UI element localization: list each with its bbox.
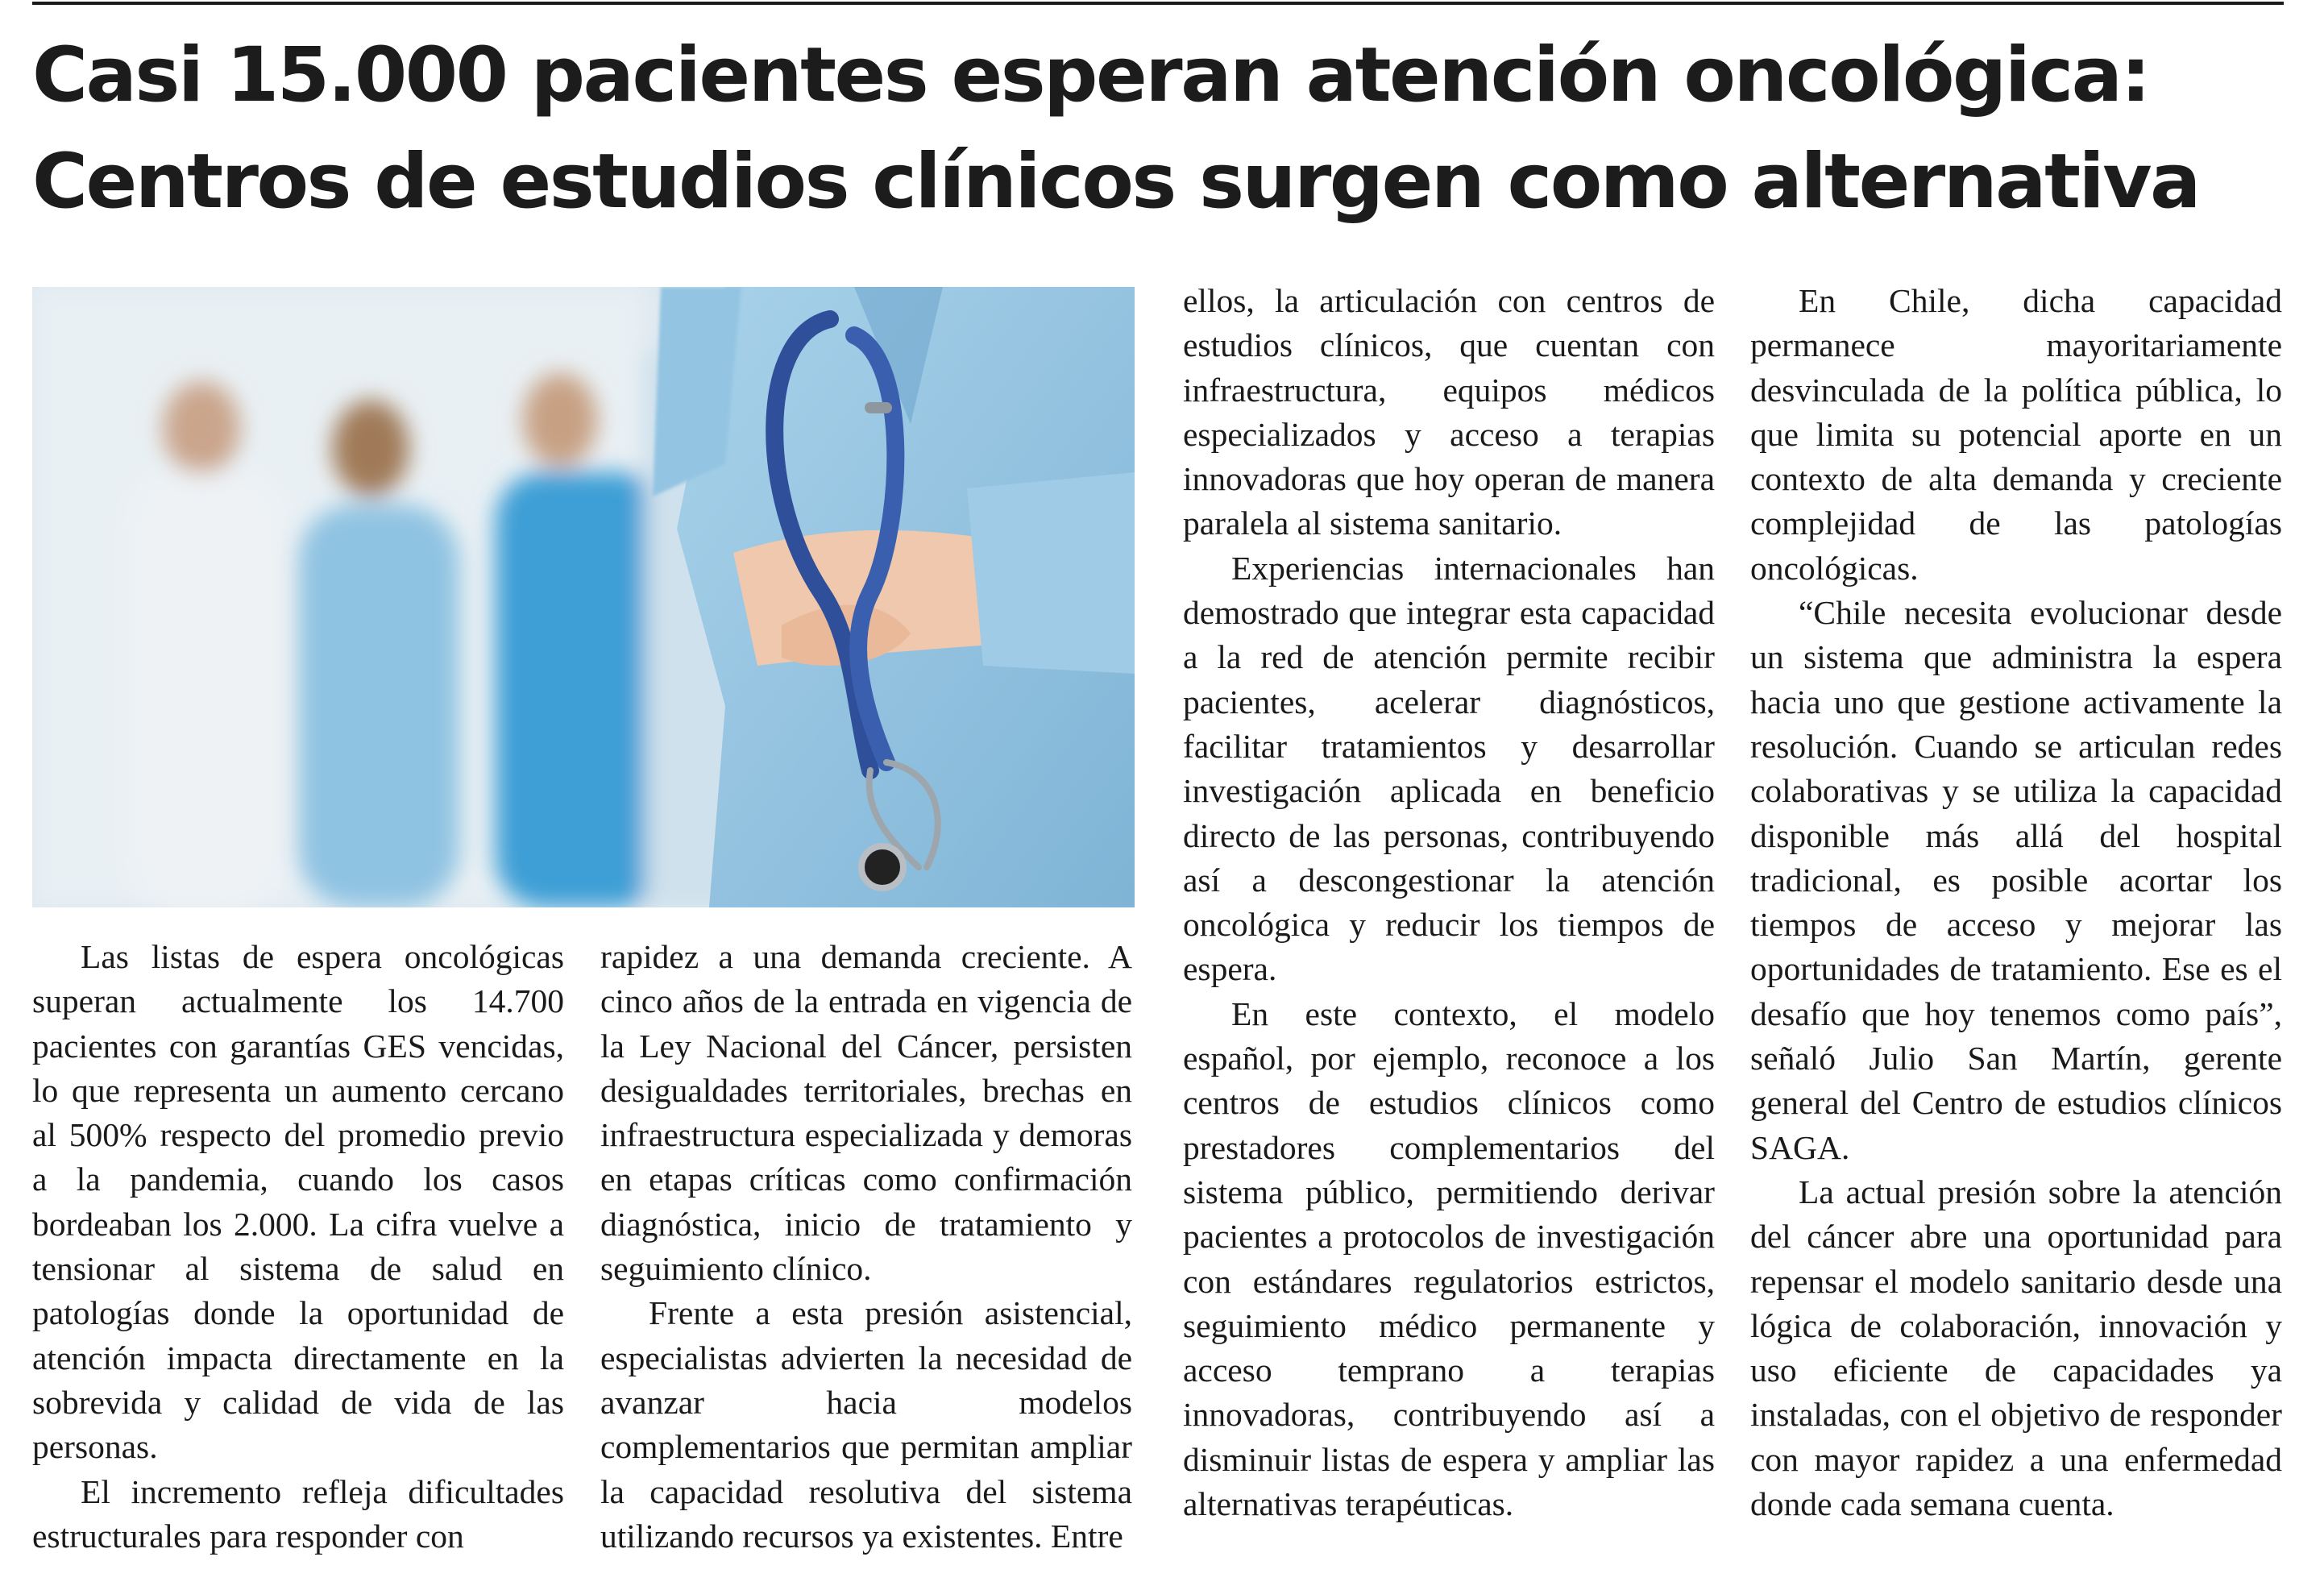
paragraph: En Chile, dicha capacidad permanece mayoritariamente desvinculada de la política pública, lo que limita su potencial aporte en un contexto de alta demanda y creciente complejidad de las patologías oncológicas.: [1750, 282, 2282, 587]
top-rule: [32, 2, 2284, 5]
headline-line-2: Centros de estudios clínicos surgen como alternativa: [32, 138, 2199, 226]
paragraph: ellos, la articulación con centros de estudios clínicos, que cuentan con infraestructura, equipos médicos especializados y acceso a terapias innovadoras que hoy operan de manera paralela al sistema sanitario.: [1183, 282, 1715, 542]
paragraph: La actual presión sobre la atención del cáncer abre una oportunidad para repensar el modelo sanitario desde una lógica de colaboración, innovación y uso eficiente de capacidades ya instaladas, con el objetivo de responder con mayor rapidez a una enfermedad donde cada semana cuenta.: [1750, 1173, 2282, 1523]
article-column-4: [1750, 279, 2282, 1526]
article-column-1: [32, 935, 564, 1559]
paragraph: En este contexto, el modelo español, por ejemplo, reconoce a los centros de estudios clínicos como prestadores complementarios del sistema público, permitiendo derivar pacientes a protocolos de investigación con estándares regulatorios estrictos, seguimiento médico permanente y acceso temprano a terapias innovadoras, contribuyendo así a disminuir listas de espera y ampliar las alternativas terapéuticas.: [1183, 994, 1715, 1523]
article-column-2: [600, 935, 1132, 1559]
article-column-3: [1183, 279, 1715, 1526]
article-photo: [32, 287, 1135, 907]
headline: [32, 23, 2289, 235]
medical-staff-photo: [32, 287, 1135, 907]
paragraph: El incremento refleja dificultades estructurales para responder con: [32, 1472, 564, 1555]
paragraph: Experiencias internacionales han demostrado que integrar esta capacidad a la red de atención permite recibir pacientes, acelerar diagnósticos, facilitar tratamientos y desarrollar investigación aplicada en beneficio directo de las personas, contribuyendo así a descongestionar la atención oncológica y reducir los tiempos de espera.: [1183, 549, 1715, 988]
paragraph: Las listas de espera oncológicas superan actualmente los 14.700 pacientes con garantías GES vencidas, lo que representa un aumento cercano al 500% respecto del promedio previo a la pandemia, cuando los casos bordeaban los 2.000. La cifra vuelve a tensionar al sistema de salud en patologías donde la oportunidad de atención impacta directamente en la sobrevida y calidad de vida de las personas.: [32, 938, 564, 1466]
paragraph: Frente a esta presión asistencial, especialistas advierten la necesidad de avanzar hacia modelos complementarios que permitan ampliar la capacidad resolutiva del sistema utilizando recursos ya existentes. Entre: [600, 1294, 1132, 1555]
paragraph: “Chile necesita evolucionar desde un sistema que administra la espera hacia uno que gestione activamente la resolución. Cuando se articulan redes colaborativas y se utiliza la capacidad disponible más allá del hospital tradicional, es posible acortar los tiempos de acceso y mejorar las oportunidades de tratamiento. Ese es el desafío que hoy tenemos como país”, señaló Julio San Martín, gerente general del Centro de estudios clínicos SAGA.: [1750, 594, 2282, 1166]
paragraph: rapidez a una demanda creciente. A cinco años de la entrada en vigencia de la Ley Nacional del Cáncer, persisten desigualdades territoriales, brechas en infraestructura especializada y demoras en etapas críticas como confirmación diagnóstica, inicio de tratamiento y seguimiento clínico.: [600, 938, 1132, 1288]
headline-line-1: Casi 15.000 pacientes esperan atención oncológica:: [32, 31, 2149, 119]
